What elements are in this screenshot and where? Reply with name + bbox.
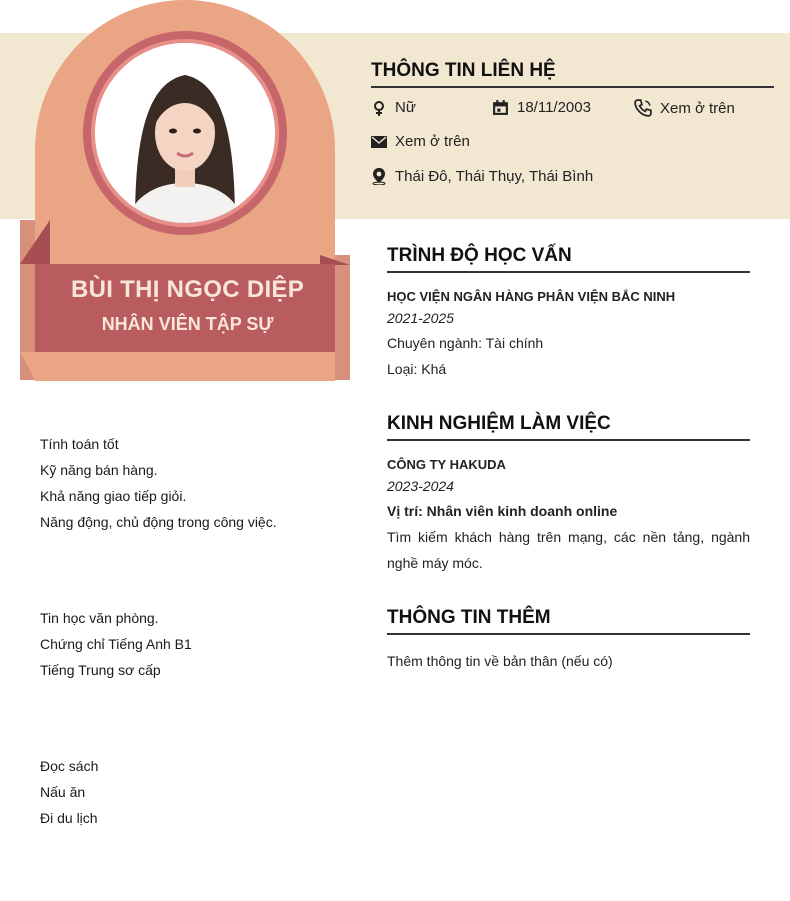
education-major: Chuyên ngành: Tài chính xyxy=(387,335,544,351)
school-name: HỌC VIỆN NGÂN HÀNG PHÂN VIỆN BẮC NINH xyxy=(387,289,676,304)
education-title: TRÌNH ĐỘ HỌC VẤN xyxy=(387,245,750,273)
contact-gender xyxy=(371,99,416,116)
gender-value: Nữ xyxy=(395,99,416,116)
experience-block xyxy=(387,456,750,576)
phone-value: Xem ở trên xyxy=(660,99,735,117)
experience-years: 2023-2024 xyxy=(387,478,454,494)
candidate-role: NHÂN VIÊN TẬP SỰ xyxy=(101,314,274,334)
contact-title: THÔNG TIN LIÊN HỆ xyxy=(371,60,774,88)
list-item: Chứng chỉ Tiếng Anh B1 xyxy=(40,636,192,652)
candidate-name: BÙI THỊ NGỌC DIỆP xyxy=(70,276,305,303)
experience-description: Tìm kiếm khách hàng trên mạng, các nền tảng, ngành nghề máy móc. xyxy=(387,529,750,571)
address-value: Thái Đô, Thái Thụy, Thái Bình xyxy=(395,167,594,185)
company-name: CÔNG TY HAKUDA xyxy=(387,457,506,472)
contact-phone xyxy=(634,99,735,117)
certificates-list xyxy=(40,605,192,683)
mail-icon xyxy=(371,135,387,149)
list-item: Kỹ năng bán hàng. xyxy=(40,462,158,478)
hobbies-list xyxy=(40,753,98,831)
additional-title: THÔNG TIN THÊM xyxy=(387,607,750,635)
list-item: Tiếng Trung sơ cấp xyxy=(40,662,161,678)
experience-title: KINH NGHIỆM LÀM VIỆC xyxy=(387,413,750,441)
ribbon-tail-left xyxy=(20,352,35,380)
birthday-value: 18/11/2003 xyxy=(517,99,591,116)
ribbon-fold-left xyxy=(20,220,50,264)
avatar-frame xyxy=(83,31,287,235)
additional-text: Thêm thông tin về bản thân (nếu có) xyxy=(387,653,613,669)
location-icon xyxy=(371,167,387,185)
list-item: Đọc sách xyxy=(40,758,99,774)
contact-birthday xyxy=(492,99,591,116)
contact-email xyxy=(371,133,470,150)
list-item: Tin học văn phòng. xyxy=(40,610,159,626)
calendar-icon xyxy=(492,99,509,116)
phone-icon xyxy=(634,99,652,117)
list-item: Nấu ăn xyxy=(40,784,86,800)
list-item: Khả năng giao tiếp giỏi. xyxy=(40,488,187,504)
avatar xyxy=(95,43,275,223)
experience-position: Vị trí: Nhân viên kinh doanh online xyxy=(387,503,618,519)
education-years: 2021-2025 xyxy=(387,310,454,326)
list-item: Năng động, chủ động trong công việc. xyxy=(40,514,277,530)
education-grade: Loại: Khá xyxy=(387,361,447,377)
skills-list xyxy=(40,431,277,535)
contact-address xyxy=(371,167,593,185)
email-value: Xem ở trên xyxy=(395,133,470,150)
list-item: Đi du lịch xyxy=(40,810,98,826)
list-item: Tính toán tốt xyxy=(40,436,119,452)
gender-icon xyxy=(371,100,387,116)
education-block xyxy=(387,288,750,382)
